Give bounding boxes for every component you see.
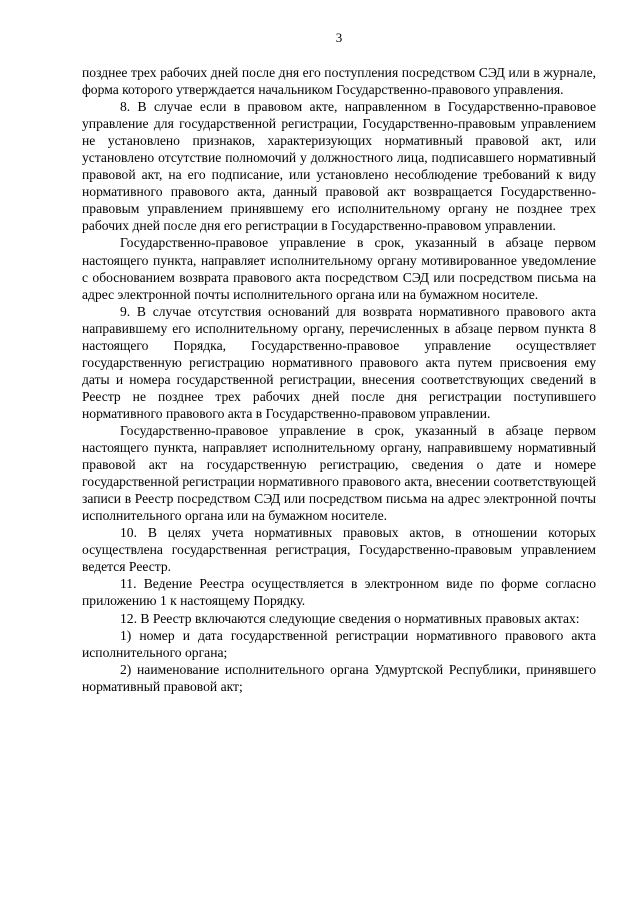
document-page [82,30,596,695]
paragraph-item-8-notice: Государственно-правовое управление в срок, указанный в абзаце первом настоящего пункта, направляет исполнительному органу мотивированное уведомление с обоснованием возврата правового акта посредством СЭД или посредством письма на адрес электронной почты исполнительного органа или на бумажном носителе. [82,235,596,302]
page-number: 3 [335,30,343,45]
paragraph-item-11: 11. Ведение Реестра осуществляется в электронном виде по форме согласно приложению 1 к настоящему Порядку. [82,576,596,609]
paragraph-item-9-notice: Государственно-правовое управление в срок, указанный в абзаце первом настоящего пункта, направляет исполнительному органу, направившему нормативный правовой акт на государственную регистрацию, сведения о дате и номере государственной регистрации нормативного правового акта, внесении соответствующей записи в Реестр посредством СЭД или посредством письма на адрес электронной почты исполнительного органа или на бумажном носителе. [82,422,596,524]
paragraph-item-10: 10. В целях учета нормативных правовых актов, в отношении которых осуществлена государственная регистрация, Государственно-правовым управлением ведется Реестр. [82,525,596,575]
list-item-2: 2) наименование исполнительного органа Удмуртской Республики, принявшего нормативный правовой акт; [82,661,596,694]
paragraph-continuation: позднее трех рабочих дней после дня его поступления посредством СЭД или в журнале, форма которого утверждается начальником Государственно-правового управления. [82,65,596,98]
list-item-1: 1) номер и дата государственной регистрации нормативного правового акта исполнительного органа; [82,627,596,660]
paragraph-item-12: 12. В Реестр включаются следующие сведения о нормативных правовых актах: [120,610,580,626]
paragraph-item-9: 9. В случае отсутствия оснований для возврата нормативного правового акта направившему его исполнительному органу, перечисленных в абзаце первом пункта 8 настоящего Порядка, Государственно-правовое управление осуществляет государственную регистрацию нормативного правового акта путем присвоения ему даты и номера государственной регистрации, внесения соответствующих сведений в Реестр не позднее трех рабочих дней после дня регистрации поступившего нормативного правового акта в Государственно-правовом управлении. [82,303,596,421]
paragraph-item-8: 8. В случае если в правовом акте, направленном в Государственно-правовое управление для государственной регистрации, Государственно-правовым управлением не установлено признаков, характеризующих нормативный правовой акт, или установлено отсутствие полномочий у должностного лица, подписавшего нормативный правовой акт, на его подписание, или установлено несоблюдение требований к виду нормативного правового акта, данный правовой акт возвращается Государственно-правовым управлением принявшему его исполнительному органу не позднее трех рабочих дней после дня его регистрации в Государственно-правовом управлении. [82,99,596,234]
